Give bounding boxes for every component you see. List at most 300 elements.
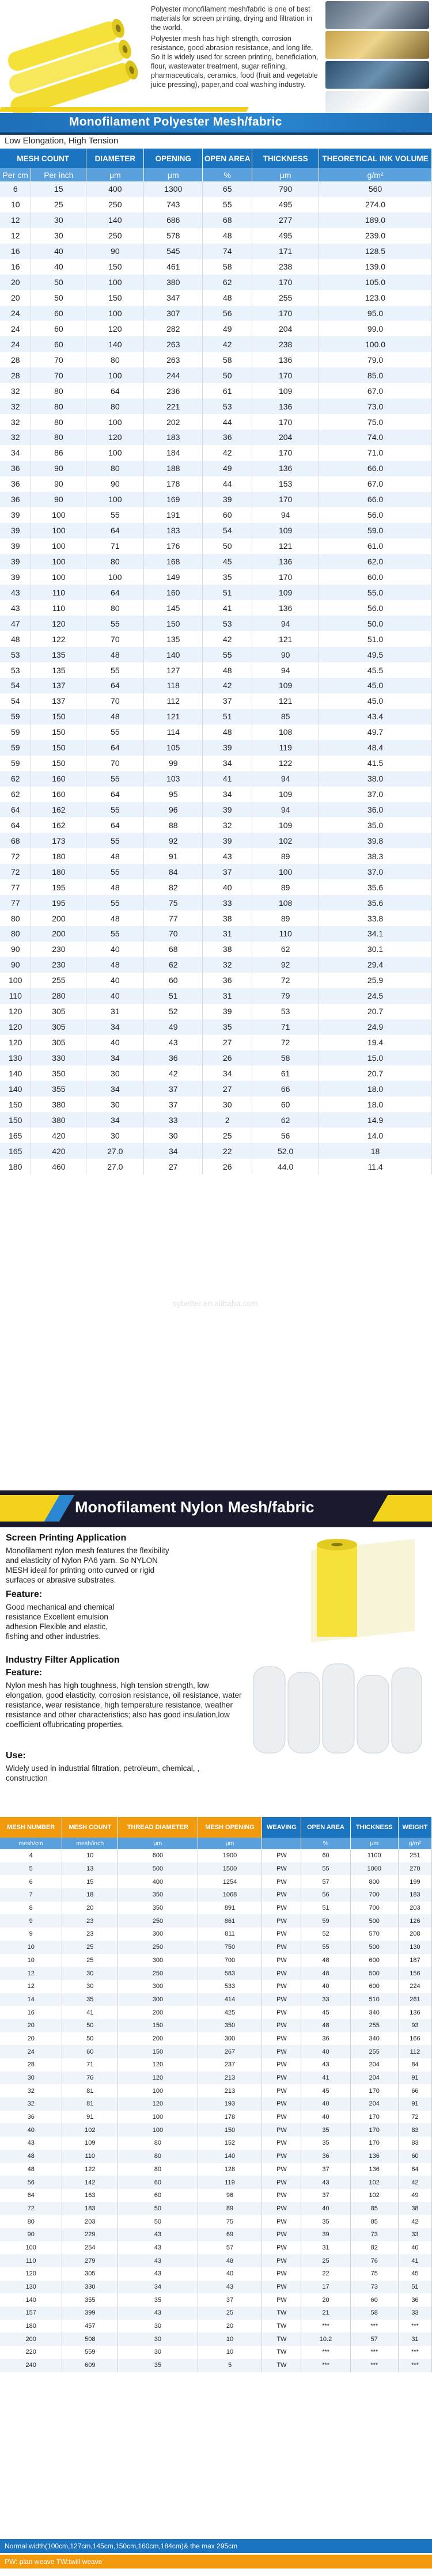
table-cell: 38 bbox=[398, 2202, 431, 2215]
table-cell: 204 bbox=[350, 2097, 398, 2111]
table-cell: 208 bbox=[398, 1928, 431, 1941]
table-cell: 43 bbox=[0, 2137, 62, 2150]
table-cell: 71.0 bbox=[319, 445, 432, 461]
table-cell: 41.5 bbox=[319, 756, 432, 771]
table-cell: 50 bbox=[62, 2032, 118, 2046]
table-cell: 60 bbox=[118, 2176, 198, 2189]
table-cell: 80 bbox=[118, 2137, 198, 2150]
table-cell: 355 bbox=[62, 2293, 118, 2306]
table-cell: 48 bbox=[301, 1954, 350, 1967]
table-cell: 30 bbox=[0, 2072, 62, 2085]
table-cell: TW bbox=[262, 2306, 301, 2320]
table-cell: 15.0 bbox=[319, 1050, 432, 1066]
table-cell: 495 bbox=[252, 228, 319, 244]
table-cell: *** bbox=[350, 2359, 398, 2372]
table-cell: 94 bbox=[252, 802, 319, 818]
table-cell: 94 bbox=[252, 507, 319, 523]
table-cell: 90 bbox=[86, 244, 144, 259]
table-row bbox=[0, 1902, 432, 1915]
table-cell: 171 bbox=[252, 244, 319, 259]
table-row bbox=[0, 507, 432, 523]
table-cell: 137 bbox=[31, 678, 86, 693]
table-cell: 176 bbox=[144, 538, 203, 554]
table-cell: 425 bbox=[198, 2006, 262, 2019]
table-cell: 30 bbox=[62, 1980, 118, 1993]
table-cell: 280 bbox=[31, 988, 86, 1004]
table-cell: 340 bbox=[350, 2032, 398, 2046]
table-cell: 112 bbox=[398, 2045, 431, 2058]
table-cell: 139.0 bbox=[319, 259, 432, 275]
use-text: Widely used in industrial filtration, petroleum, chemical, , construction bbox=[6, 1764, 200, 1782]
table-cell: 48 bbox=[0, 631, 31, 647]
table-cell: 145 bbox=[144, 600, 203, 616]
table-cell: 110 bbox=[31, 585, 86, 600]
table-cell: 33 bbox=[203, 895, 252, 910]
table-cell: 82 bbox=[350, 2241, 398, 2255]
table-row bbox=[0, 2176, 432, 2189]
table-cell: 43.4 bbox=[319, 709, 432, 724]
table-cell: 16 bbox=[0, 244, 31, 259]
table-cell: 150 bbox=[31, 724, 86, 740]
table-cell: 109 bbox=[252, 523, 319, 538]
table-cell: 80 bbox=[86, 352, 144, 367]
use-heading: Use: bbox=[6, 1751, 26, 1761]
table-cell: 80 bbox=[31, 399, 86, 414]
table-cell: 90 bbox=[86, 476, 144, 492]
table-cell: 195 bbox=[31, 895, 86, 910]
table-cell: 136 bbox=[350, 2163, 398, 2176]
table-cell: 18 bbox=[62, 1888, 118, 1902]
table-cell: 461 bbox=[144, 259, 203, 275]
table-cell: 100 bbox=[86, 492, 144, 507]
table-cell: 68 bbox=[0, 833, 31, 848]
table-cell: 95.0 bbox=[319, 306, 432, 321]
table-cell: 59 bbox=[301, 1914, 350, 1928]
table-cell: 26 bbox=[203, 1159, 252, 1174]
table-row bbox=[0, 367, 432, 383]
table-cell: 126 bbox=[398, 1914, 431, 1928]
nylon-title: Monofilament Nylon Mesh/fabric bbox=[75, 1498, 314, 1516]
table-cell: 800 bbox=[350, 1875, 398, 1888]
table-cell: 238 bbox=[252, 336, 319, 352]
table-cell: 150 bbox=[144, 616, 203, 631]
table-cell: 55 bbox=[86, 802, 144, 818]
table-cell: 50.0 bbox=[319, 616, 432, 631]
table-cell: 40 bbox=[301, 2097, 350, 2111]
table-cell: 80 bbox=[86, 600, 144, 616]
table-cell: 61 bbox=[203, 383, 252, 399]
table-cell: 30 bbox=[203, 1097, 252, 1112]
table-row bbox=[0, 383, 432, 399]
table-cell: 57 bbox=[301, 1875, 350, 1888]
table-cell: 300 bbox=[198, 2032, 262, 2046]
table-cell: 380 bbox=[31, 1097, 86, 1112]
table-cell: 32 bbox=[0, 383, 31, 399]
table-cell: 160 bbox=[31, 771, 86, 787]
table-cell: 350 bbox=[31, 1065, 86, 1081]
table-row bbox=[0, 2058, 432, 2072]
table-row bbox=[0, 1849, 432, 1862]
table-cell: 80 bbox=[0, 2215, 62, 2228]
table-row bbox=[0, 2267, 432, 2281]
table-cell: 20 bbox=[0, 275, 31, 290]
table-row bbox=[0, 2202, 432, 2215]
table-cell: 64 bbox=[86, 383, 144, 399]
table-cell: 204 bbox=[350, 2058, 398, 2072]
table-cell: *** bbox=[301, 2346, 350, 2359]
table-row bbox=[0, 244, 432, 259]
table-cell: 38 bbox=[203, 910, 252, 926]
table-cell: 90 bbox=[0, 942, 31, 957]
table-cell: 36 bbox=[203, 973, 252, 988]
table-cell: 96 bbox=[198, 2189, 262, 2202]
table-cell: *** bbox=[301, 2359, 350, 2372]
table-cell: 48 bbox=[86, 709, 144, 724]
table-cell: 307 bbox=[144, 306, 203, 321]
table-cell: 43 bbox=[118, 2228, 198, 2241]
table-cell: 34 bbox=[86, 1112, 144, 1128]
table-cell: 40 bbox=[301, 1980, 350, 1993]
table-cell: 89 bbox=[252, 910, 319, 926]
table-cell: 350 bbox=[118, 1888, 198, 1902]
table-row bbox=[0, 492, 432, 507]
nylon-section bbox=[0, 1490, 432, 1798]
table-cell: 24.9 bbox=[319, 1019, 432, 1035]
table-row bbox=[0, 1004, 432, 1019]
table-cell: 109 bbox=[252, 787, 319, 802]
table-cell: 100 bbox=[86, 445, 144, 461]
table-row bbox=[0, 1980, 432, 1993]
table-cell: 7 bbox=[0, 1888, 62, 1902]
table-cell: 81 bbox=[62, 2097, 118, 2111]
table-cell: PW bbox=[262, 2293, 301, 2306]
table-row bbox=[0, 1035, 432, 1050]
table-cell: 420 bbox=[31, 1143, 86, 1159]
filter-feature-heading: Feature: bbox=[6, 1668, 43, 1678]
table-cell: PW bbox=[262, 2019, 301, 2032]
table-row bbox=[0, 631, 432, 647]
ribbon-shadow bbox=[0, 132, 432, 135]
table-cell: 38.3 bbox=[319, 848, 432, 864]
table-cell: 135 bbox=[31, 662, 86, 678]
table-cell: 180 bbox=[0, 1159, 31, 1174]
unit-cell: μm bbox=[86, 168, 144, 181]
table-cell: PW bbox=[262, 2241, 301, 2255]
table-row bbox=[0, 554, 432, 570]
header-weaving: WEAVING bbox=[262, 1817, 301, 1838]
table-cell: 261 bbox=[398, 1993, 431, 2006]
table-cell: 55 bbox=[86, 895, 144, 910]
table-cell: 85 bbox=[350, 2215, 398, 2228]
table-cell: 255 bbox=[350, 2045, 398, 2058]
table-cell: 80 bbox=[118, 2163, 198, 2176]
filter-bags-image bbox=[248, 1661, 426, 1759]
table-cell: 110 bbox=[0, 988, 31, 1004]
table-cell: 43 bbox=[118, 2254, 198, 2267]
table-cell: 165 bbox=[0, 1128, 31, 1143]
table-cell: 105.0 bbox=[319, 275, 432, 290]
table-cell: 58 bbox=[252, 1050, 319, 1066]
table-cell: 68 bbox=[203, 213, 252, 228]
table-cell: 58 bbox=[203, 352, 252, 367]
header-open-area: OPEN AREA bbox=[203, 149, 252, 168]
table-cell: 65 bbox=[203, 181, 252, 197]
table-row bbox=[0, 771, 432, 787]
table-cell: 56.0 bbox=[319, 507, 432, 523]
table-cell: 80 bbox=[31, 430, 86, 445]
table-cell: 330 bbox=[62, 2281, 118, 2294]
table-cell: 6 bbox=[0, 181, 31, 197]
table-cell: 120 bbox=[31, 616, 86, 631]
table-cell: 36 bbox=[301, 2032, 350, 2046]
table-cell: 55 bbox=[86, 771, 144, 787]
table-cell: 400 bbox=[86, 181, 144, 197]
table-cell: 75 bbox=[198, 2215, 262, 2228]
table-cell: 41 bbox=[203, 600, 252, 616]
table-cell: 250 bbox=[86, 228, 144, 244]
table-cell: 62 bbox=[0, 787, 31, 802]
table-cell: 45 bbox=[398, 2267, 431, 2281]
unit-cell: % bbox=[301, 1838, 350, 1849]
table-cell: 43 bbox=[0, 600, 31, 616]
table-row bbox=[0, 1914, 432, 1928]
table-row bbox=[0, 2006, 432, 2019]
table-cell: 170 bbox=[252, 306, 319, 321]
table-cell: 89 bbox=[252, 848, 319, 864]
table-cell: 90 bbox=[31, 492, 86, 507]
table-cell: 25 bbox=[203, 1128, 252, 1143]
table-cell: 32 bbox=[0, 2084, 62, 2097]
table-cell: 180 bbox=[0, 2320, 62, 2333]
table-cell: 35 bbox=[301, 2123, 350, 2137]
table-cell: 89 bbox=[252, 879, 319, 895]
table-cell: 28 bbox=[0, 367, 31, 383]
table-cell: 50 bbox=[62, 2019, 118, 2032]
table-cell: 37 bbox=[144, 1081, 203, 1097]
polyester-description bbox=[151, 5, 321, 91]
table-cell: 24 bbox=[0, 321, 31, 336]
table-cell: 64 bbox=[86, 740, 144, 756]
table-row bbox=[0, 1993, 432, 2006]
table-row bbox=[0, 2281, 432, 2294]
table-row bbox=[0, 1954, 432, 1967]
table-cell: 50 bbox=[118, 2202, 198, 2215]
unit-cell: g/m² bbox=[319, 168, 432, 181]
table-cell: 48 bbox=[86, 647, 144, 662]
table-cell: PW bbox=[262, 2137, 301, 2150]
table-cell: 70 bbox=[86, 756, 144, 771]
table-cell: 150 bbox=[31, 709, 86, 724]
table-cell: 25 bbox=[62, 1954, 118, 1967]
table-cell: 229 bbox=[62, 2228, 118, 2241]
table-cell: PW bbox=[262, 1902, 301, 1915]
table-cell: 29.4 bbox=[319, 957, 432, 973]
table-row bbox=[0, 787, 432, 802]
table-cell: 48 bbox=[86, 848, 144, 864]
table-cell: 230 bbox=[31, 957, 86, 973]
table-cell: PW bbox=[262, 2045, 301, 2058]
table-row bbox=[0, 2320, 432, 2333]
table-cell: 64 bbox=[86, 678, 144, 693]
table-cell: 135 bbox=[144, 631, 203, 647]
table-cell: 399 bbox=[62, 2306, 118, 2320]
table-cell: 100 bbox=[31, 569, 86, 585]
table-cell: 22 bbox=[301, 2267, 350, 2281]
table-cell: 25 bbox=[198, 2306, 262, 2320]
table-row bbox=[0, 2084, 432, 2097]
table-cell: 200 bbox=[118, 2032, 198, 2046]
table-cell: 60 bbox=[31, 306, 86, 321]
table-cell: 72 bbox=[0, 864, 31, 879]
table-cell: 55 bbox=[86, 864, 144, 879]
table-cell: 49 bbox=[203, 461, 252, 476]
table-cell: 110 bbox=[31, 600, 86, 616]
table-row bbox=[0, 616, 432, 631]
header-ink-volume: THEORETICAL INK VOLUME bbox=[319, 149, 432, 168]
table-cell: 30.1 bbox=[319, 942, 432, 957]
table-cell: 500 bbox=[118, 1862, 198, 1876]
table-cell: 170 bbox=[252, 275, 319, 290]
table-cell: 60 bbox=[144, 973, 203, 988]
table-cell: 10 bbox=[62, 1849, 118, 1862]
table-cell: 508 bbox=[62, 2332, 118, 2346]
table-cell: 600 bbox=[350, 1954, 398, 1967]
table-cell: 170 bbox=[252, 367, 319, 383]
width-note: Normal width(100cm,127cm,145cm,150cm,160cm,184cm)& the max 295cm bbox=[0, 2539, 432, 2553]
table-cell: 40 bbox=[0, 2123, 62, 2137]
table-cell: 56.0 bbox=[319, 600, 432, 616]
table-row bbox=[0, 213, 432, 228]
table-row bbox=[0, 2097, 432, 2111]
yellow-stripe bbox=[373, 1495, 432, 1522]
table-cell: 55 bbox=[86, 507, 144, 523]
table-row bbox=[0, 585, 432, 600]
table-row bbox=[0, 709, 432, 724]
table-cell: 120 bbox=[86, 430, 144, 445]
table-row bbox=[0, 662, 432, 678]
nylon-mesh-roll-image bbox=[300, 1533, 426, 1648]
polyester-header bbox=[0, 0, 432, 145]
table-cell: 72 bbox=[398, 2111, 431, 2124]
table-cell: 34 bbox=[0, 445, 31, 461]
table-cell: 48 bbox=[203, 290, 252, 306]
table-cell: 35 bbox=[118, 2293, 198, 2306]
table-cell: 160 bbox=[144, 585, 203, 600]
table-cell: 137 bbox=[31, 693, 86, 709]
table-cell: 80 bbox=[86, 399, 144, 414]
table-cell: PW bbox=[262, 2202, 301, 2215]
table-cell: PW bbox=[262, 1928, 301, 1941]
table-cell: 5 bbox=[198, 2359, 262, 2372]
table-cell: 70 bbox=[86, 631, 144, 647]
table-row bbox=[0, 1875, 432, 1888]
table-cell: 136 bbox=[252, 352, 319, 367]
table-cell: 700 bbox=[350, 1888, 398, 1902]
table-row bbox=[0, 1128, 432, 1143]
table-cell: 56 bbox=[301, 1888, 350, 1902]
table-cell: 10 bbox=[198, 2346, 262, 2359]
table-cell: 140 bbox=[0, 1081, 31, 1097]
table-cell: PW bbox=[262, 1875, 301, 1888]
table-cell: 90 bbox=[0, 2228, 62, 2241]
table-cell: 1100 bbox=[350, 1849, 398, 1862]
table-cell: 23 bbox=[62, 1914, 118, 1928]
table-cell: 48 bbox=[301, 2019, 350, 2032]
table-cell: 62 bbox=[203, 275, 252, 290]
table-cell: 85.0 bbox=[319, 367, 432, 383]
table-cell: 279 bbox=[62, 2254, 118, 2267]
table-cell: 54 bbox=[0, 693, 31, 709]
table-cell: 420 bbox=[31, 1128, 86, 1143]
table-cell: 45.5 bbox=[319, 662, 432, 678]
table-cell: 240 bbox=[0, 2359, 62, 2372]
table-cell: 92 bbox=[252, 957, 319, 973]
filter-text: Nylon mesh has high toughness, high tension strength, low elongation, good elasticity, corrosion resistance, oil resistance, water resistance, wear resistance, high temperature resistance, weather resistance and other characteristics; also has good insulation,low coefficient offubricating properties. bbox=[6, 1681, 242, 1729]
table-cell: 170 bbox=[252, 445, 319, 461]
nylon-description bbox=[0, 1527, 432, 1798]
header-thickness: THICKNESS bbox=[252, 149, 319, 168]
table-cell: 380 bbox=[31, 1112, 86, 1128]
table-cell: 150 bbox=[31, 756, 86, 771]
table-cell: 213 bbox=[198, 2072, 262, 2085]
table-cell: 30 bbox=[31, 213, 86, 228]
table-cell: 102 bbox=[62, 2123, 118, 2137]
table-row bbox=[0, 2032, 432, 2046]
table-cell: 93 bbox=[398, 2019, 431, 2032]
table-row bbox=[0, 2293, 432, 2306]
table-cell: 609 bbox=[62, 2359, 118, 2372]
table-cell: 183 bbox=[144, 523, 203, 538]
table-cell: 166 bbox=[398, 2032, 431, 2046]
unit-cell: μm bbox=[252, 168, 319, 181]
yellow-accent-stripe bbox=[0, 107, 249, 112]
table-cell: 41 bbox=[301, 2072, 350, 2085]
table-cell: 120 bbox=[118, 2072, 198, 2085]
table-cell: 61.0 bbox=[319, 538, 432, 554]
table-cell: 72 bbox=[0, 848, 31, 864]
table-cell: *** bbox=[301, 2320, 350, 2333]
table-cell: 34 bbox=[144, 1143, 203, 1159]
table-cell: 64 bbox=[398, 2163, 431, 2176]
table-cell: 37.0 bbox=[319, 864, 432, 879]
table-row bbox=[0, 973, 432, 988]
application-photos bbox=[325, 1, 429, 121]
table-cell: 20 bbox=[0, 290, 31, 306]
table-cell: 350 bbox=[198, 2019, 262, 2032]
table-cell: 191 bbox=[144, 507, 203, 523]
table-cell: 60 bbox=[31, 336, 86, 352]
table-cell: 32 bbox=[0, 414, 31, 430]
table-cell: 51.0 bbox=[319, 631, 432, 647]
table-cell: 1000 bbox=[350, 1862, 398, 1876]
table-cell: PW bbox=[262, 2123, 301, 2137]
table-cell: 140 bbox=[144, 647, 203, 662]
table-cell: 25 bbox=[301, 2254, 350, 2267]
table-cell: 35 bbox=[62, 1993, 118, 2006]
table-cell: PW bbox=[262, 2267, 301, 2281]
table-cell: 25 bbox=[62, 1941, 118, 1954]
table-cell: 22 bbox=[203, 1143, 252, 1159]
table-cell: 24.5 bbox=[319, 988, 432, 1004]
table-cell: 79.0 bbox=[319, 352, 432, 367]
table-cell: 96 bbox=[144, 802, 203, 818]
table-row bbox=[0, 756, 432, 771]
table-cell: 30 bbox=[118, 2346, 198, 2359]
table-cell: 347 bbox=[144, 290, 203, 306]
table-cell: 99 bbox=[144, 756, 203, 771]
table-cell: 221 bbox=[144, 399, 203, 414]
table-cell: 204 bbox=[350, 2072, 398, 2085]
